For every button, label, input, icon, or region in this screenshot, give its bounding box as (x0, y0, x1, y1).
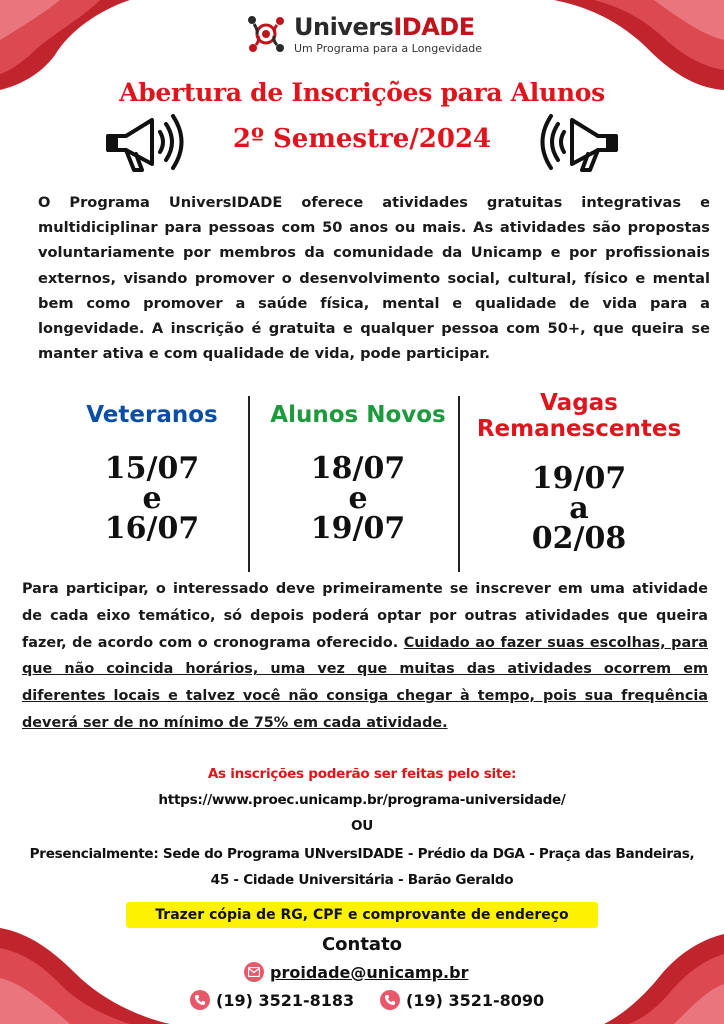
contact-phone-text[interactable]: (19) 3521-8183 (216, 990, 355, 1010)
registration-url[interactable]: https://www.proec.unicamp.br/programa-universidade/ (158, 792, 566, 808)
schedule-column-veteranos (72, 402, 232, 544)
schedule-start-date: 15/07 (104, 451, 200, 486)
phone-icon (380, 990, 400, 1010)
megaphone-icon (534, 108, 618, 178)
logo-brand-name: UniversIDADE (294, 12, 475, 41)
contact-phone-1[interactable] (190, 990, 354, 1010)
schedule-connector: e (142, 481, 162, 516)
brand-logo (244, 12, 482, 56)
universidade-logo-icon (244, 12, 288, 56)
in-person-address-line2: 45 - Cidade Universitária - Barão Geraldo (210, 872, 514, 888)
schedule-start-date: 18/07 (310, 451, 406, 486)
corner-decoration-top-right (554, 0, 724, 90)
schedule-start-date: 19/07 (531, 461, 627, 496)
registration-heading: As inscrições poderão ser feitas pelo site: (207, 766, 517, 782)
schedule-connector: e (348, 481, 368, 516)
contact-phone-text[interactable]: (19) 3521-8090 (406, 990, 545, 1010)
column-divider (248, 396, 250, 572)
schedule-end-date: 16/07 (104, 511, 200, 546)
instructions-warning: Cuidado ao fazer suas escolhas, para que não coincida horários, uma vez que muitas das atividades ocorrem em diferentes locais e talvez você não consiga chegar à tempo, pois sua frequência deverá ser de no mínimo de 75% em cada atividade. (22, 634, 708, 731)
in-person-address-line1: Presencialmente: Sede do Programa UNversIDADE - Prédio da DGA - Praça das Bandeiras, (29, 846, 695, 862)
schedule-connector: a (569, 491, 589, 526)
megaphone-icon (106, 108, 190, 178)
contact-title: Contato (321, 934, 403, 955)
schedule-end-date: 19/07 (310, 511, 406, 546)
schedule-column-vagas-remanescentes (466, 390, 692, 554)
contact-email[interactable] (244, 962, 468, 982)
schedule-column-alunos-novos (258, 402, 458, 544)
corner-decoration-top-left (0, 0, 130, 90)
registration-or: OU (351, 818, 373, 834)
schedule-group-label: Veteranos (86, 402, 218, 428)
schedule-group-label-line2: Remanescentes (476, 416, 682, 442)
instructions-text: Para participar, o interessado deve primeiramente se inscrever em uma atividade de cada eixo temático, só depois poderá optar por outras atividades que queira fazer, de acordo com o cronograma oferecido. (22, 581, 708, 651)
column-divider (458, 396, 460, 572)
documents-note: Trazer cópia de RG, CPF e comprovante de endereço (126, 902, 598, 928)
intro-paragraph: O Programa UniversIDADE oferece atividades gratuitas integrativas e multidiciplinar para pessoas com 50 anos ou mais. As atividades são propostas voluntariamente por membros da comunidade da Unicamp e por profissionais externos, visando promover o desenvolvimento social, cultural, físico e mental bem como promover a saúde física, mental e qualidade de vida para a longevidade. A inscrição é gratuita e qualquer pessoa com 50+, que queira se manter ativa e com qualidade de vida, pode participar. (38, 194, 710, 363)
page-title: Abertura de Inscrições para Alunos (119, 78, 605, 107)
schedule-group-label: Alunos Novos (270, 402, 446, 428)
phone-icon (190, 990, 210, 1010)
schedule-group-label: Vagas (540, 390, 618, 416)
instructions-paragraph (22, 576, 708, 737)
contact-email-text[interactable]: proidade@unicamp.br (270, 962, 469, 982)
logo-tagline: Um Programa para a Longevidade (294, 41, 483, 55)
schedule-end-date: 02/08 (531, 521, 627, 556)
contact-phone-2[interactable] (380, 990, 544, 1010)
email-icon (244, 962, 264, 982)
page-subtitle: 2º Semestre/2024 (232, 124, 492, 154)
